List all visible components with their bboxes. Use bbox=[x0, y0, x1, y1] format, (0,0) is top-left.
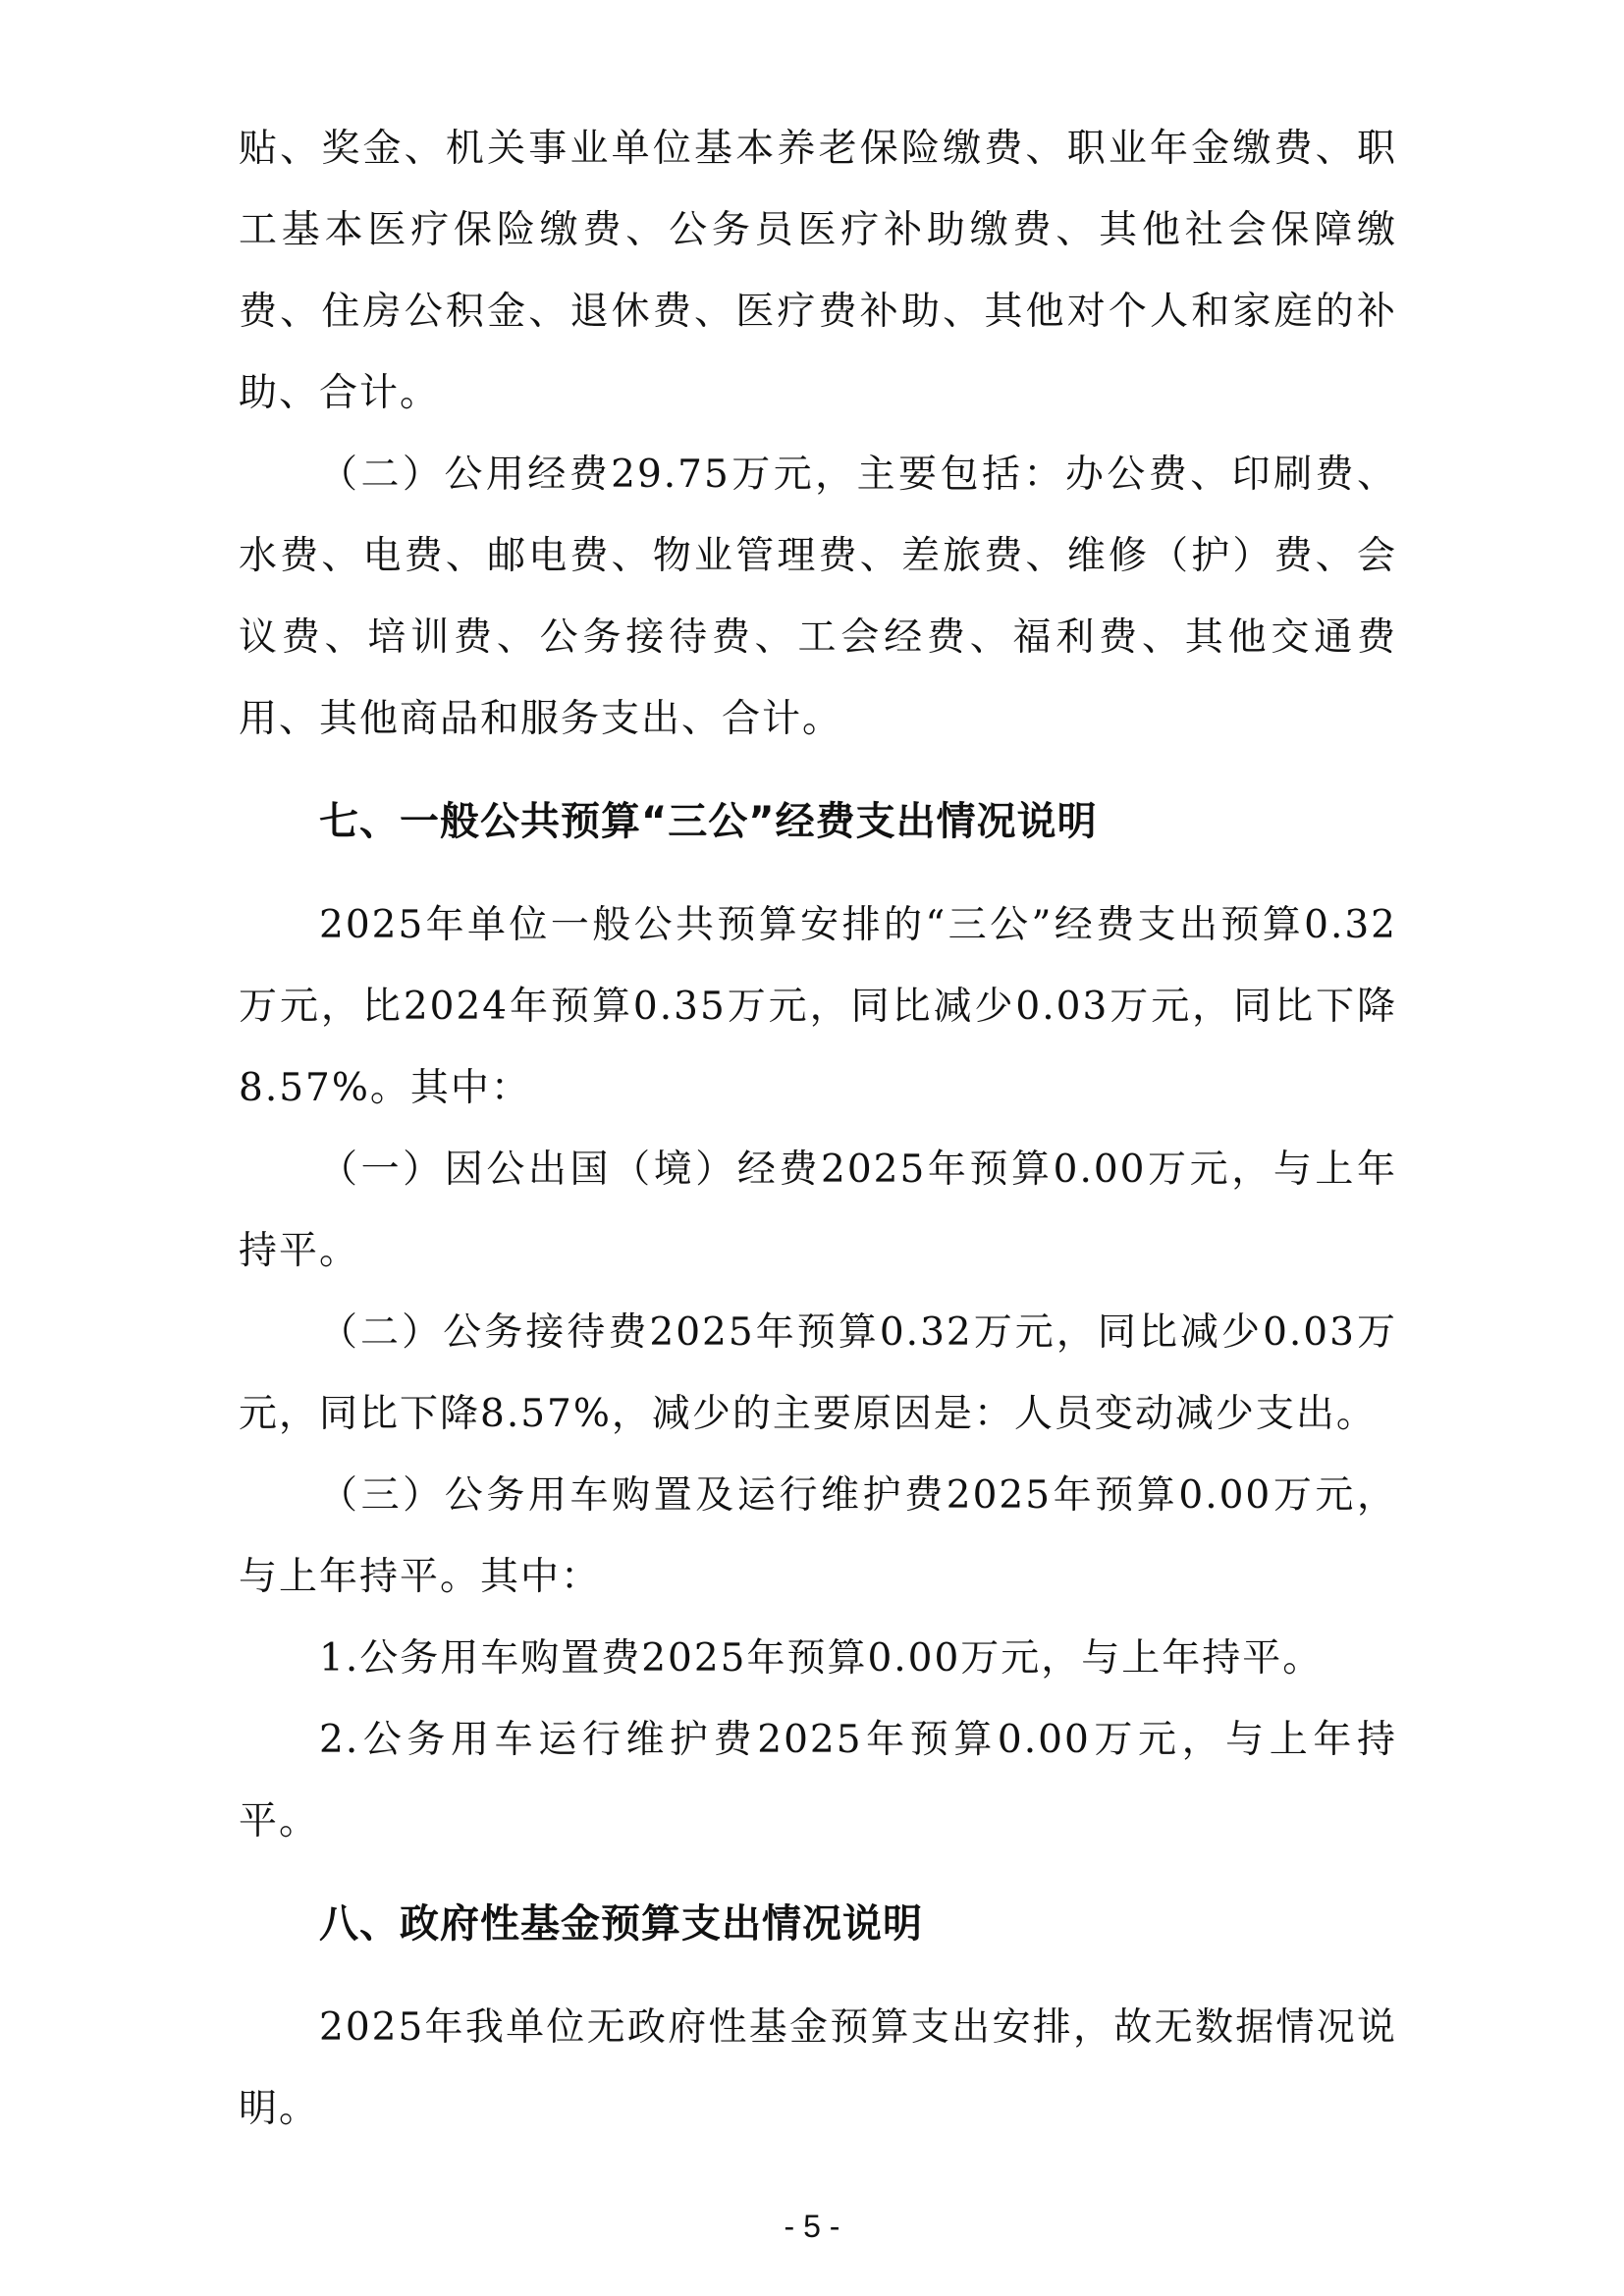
paragraph-overseas-travel: （一）因公出国（境）经费2025年预算0.00万元，与上年持平。 bbox=[239, 1148, 1397, 1273]
paragraph-public-expenses: （二）公用经费29.75万元，主要包括：办公费、印刷费、水费、电费、邮电费、物业管理费、差旅费、维修（护）费、会议费、培训费、公务接待费、工会经费、福利费、其他交通费用、其他商品和服务支出、合计。 bbox=[239, 453, 1397, 741]
paragraph-vehicle-operation: 2.公务用车运行维护费2025年预算0.00万元，与上年持平。 bbox=[239, 1718, 1397, 1843]
page-number: - 5 - bbox=[784, 2209, 840, 2244]
paragraph-official-vehicles: （三）公务用车购置及运行维护费2025年预算0.00万元，与上年持平。其中： bbox=[239, 1473, 1397, 1599]
spacer bbox=[239, 1862, 1397, 1884]
paragraph-personnel-expenses-continued: 贴、奖金、机关事业单位基本养老保险缴费、职业年金缴费、职工基本医疗保险缴费、公务员医疗补助缴费、其他社会保障缴费、住房公积金、退休费、医疗费补助、其他对个人和家庭的补助、合计。 bbox=[239, 127, 1397, 415]
paragraph-official-reception: （二）公务接待费2025年预算0.32万元，同比减少0.03万元，同比下降8.57%，减少的主要原因是：人员变动减少支出。 bbox=[239, 1310, 1397, 1436]
paragraph-three-public-summary: 2025年单位一般公共预算安排的“三公”经费支出预算0.32万元，比2024年预算0.35万元，同比减少0.03万元，同比下降8.57%。其中： bbox=[239, 903, 1397, 1110]
section-heading-government-funds: 八、政府性基金预算支出情况说明 bbox=[319, 1901, 923, 1947]
spacer bbox=[239, 760, 1397, 781]
spacer bbox=[239, 863, 1397, 884]
section-heading-three-public-expenses: 七、一般公共预算“三公”经费支出情况说明 bbox=[319, 799, 1098, 844]
paragraph-government-funds: 2025年我单位无政府性基金预算支出安排，故无数据情况说明。 bbox=[239, 2005, 1397, 2131]
paragraph-vehicle-purchase: 1.公务用车购置费2025年预算0.00万元，与上年持平。 bbox=[319, 1636, 1324, 1681]
document-body bbox=[239, 108, 1397, 2150]
spacer bbox=[239, 1965, 1397, 1987]
